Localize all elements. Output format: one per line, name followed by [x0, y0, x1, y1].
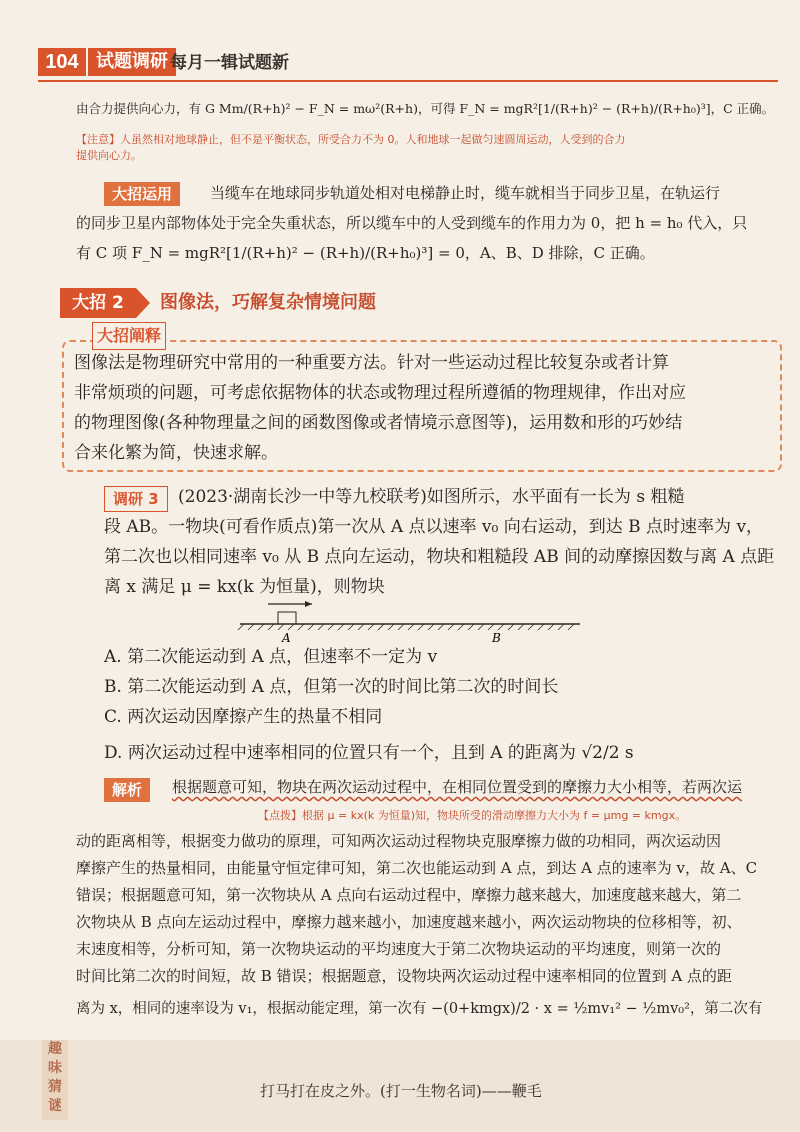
analysis-line: 次物块从 B 点向左运动过程中，摩擦力越来越小，加速度越来越小，两次运动物块的位移相等，初、	[76, 913, 742, 931]
section-arrow	[136, 288, 150, 318]
question-line: 离 x 满足 μ = kx(k 为恒量)，则物块	[104, 577, 385, 597]
note-line-2: 提供向心力。	[76, 149, 142, 162]
velocity-arrow-head	[305, 601, 312, 607]
analysis-line: 离为 x，相同的速率设为 v₁，根据动能定理，第一次有 −(0+kmgx)/2 · x = ½mv₁² − ½mv₀²，第二次有	[76, 1001, 763, 1017]
trick-line-2: 的同步卫星内部物体处于完全失重状态，所以缆车中的人受到缆车的作用力为 0，把 h = h₀ 代入，只	[76, 214, 748, 232]
header-divider	[38, 80, 778, 82]
option-c[interactable]: C. 两次运动因摩擦产生的热量不相同	[104, 707, 383, 727]
point-B-label: B	[492, 631, 501, 642]
analysis-line: 末速度相等，分析可知，第一次物块运动的平均速度大于第二次物块运动的平均速度，则第一次的	[76, 940, 722, 958]
option-b[interactable]: B. 第二次能运动到 A 点，但第一次的时间比第二次的时间长	[104, 677, 559, 697]
riddle-side-label: 趣味猜谜	[42, 1040, 68, 1120]
footer-riddle: 打马打在皮之外。(打一生物名词)——鞭毛	[260, 1082, 542, 1100]
trick-line-1: 当缆车在地球同步轨道处相对电梯静止时，缆车就相当于同步卫星，在轨运行	[210, 184, 721, 202]
section-title: 图像法，巧解复杂情境问题	[160, 292, 376, 313]
question-line: 段 AB。一物块(可看作质点)第一次从 A 点以速率 v₀ 向右运动，到达 B 点时速率为 v，	[104, 517, 764, 537]
trick-line-3: 有 C 项 F_N = mgR²[1/(R+h)² − (R+h)/(R+h₀)³] = 0，A、B、D 排除，C 正确。	[76, 244, 655, 262]
page-number: 104	[38, 48, 86, 76]
analysis-first-line: 根据题意可知，物块在两次运动过程中，在相同位置受到的摩擦力大小相等，若两次运	[172, 778, 743, 796]
trick-tag: 大招运用	[104, 182, 180, 206]
friction-diagram	[230, 598, 590, 642]
question-line: (2023·湖南长沙一中等九校联考)如图所示，水平面有一长为 s 粗糙	[178, 487, 685, 507]
explanation-line: 图像法是物理研究中常用的一种重要方法。针对一些运动过程比较复杂或者计算	[74, 353, 669, 373]
block	[278, 612, 296, 624]
analysis-line: 错误；根据题意可知，第一次物块从 A 点向右运动过程中，摩擦力越来越大，加速度越来越大，第二	[76, 886, 742, 904]
explanation-line: 的物理图像(各种物理量之间的函数图像或者情境示意图等)，运用数和形的巧妙结	[74, 413, 683, 433]
formula-line: 由合力提供向心力，有 G Mm/(R+h)² − F_N = mω²(R+h)，可得 F_N = mgR²[1/(R+h)² − (R+h)/(R+h₀)³]，C 正确。	[76, 101, 775, 116]
section-label: 大招 2	[60, 288, 136, 318]
option-d[interactable]: D. 两次运动过程中速率相同的位置只有一个，且到 A 的距离为 √2/2 s	[104, 743, 634, 763]
point-A-label: A	[282, 631, 291, 642]
note-line: 【注意】人虽然相对地球静止，但不是平衡状态，所受合力不为 0。人和地球一起做匀速圆周运动，人受到的合力	[76, 133, 626, 146]
ground-hatching	[238, 624, 574, 630]
analysis-tag: 解析	[104, 778, 150, 802]
analysis-line: 时间比第二次的时间短，故 B 错误；根据题意，设物块两次运动过程中速率相同的位置到 A 点的距	[76, 967, 732, 985]
header-section: 试题调研	[88, 48, 176, 76]
explanation-line: 合来化繁为简，快速求解。	[74, 443, 278, 463]
question-line: 第二次也以相同速率 v₀ 从 B 点向左运动，物块和粗糙段 AB 间的动摩擦因数与离 A 点距	[104, 547, 775, 567]
option-a[interactable]: A. 第二次能运动到 A 点，但速率不一定为 v	[104, 647, 438, 667]
analysis-line: 摩擦产生的热量相同，由能量守恒定律可知，第二次也能运动到 A 点，到达 A 点的速率为 v，故 A、C	[76, 859, 758, 877]
explanation-line: 非常烦琐的问题，可考虑依据物体的状态或物理过程所遵循的物理规律，作出对应	[74, 383, 686, 403]
question-tag: 调研 3	[104, 486, 168, 512]
header-subtitle: 每月一辑试题新	[170, 53, 289, 73]
analysis-note: 【点拨】根据 μ = kx(k 为恒量)知，物块所受的滑动摩擦力大小为 f = μmg = kmgx。	[258, 809, 687, 822]
analysis-line: 动的距离相等，根据变力做功的原理，可知两次运动过程物块克服摩擦力做的功相同，两次运动因	[76, 832, 722, 850]
explanation-tag: 大招阐释	[92, 322, 166, 350]
